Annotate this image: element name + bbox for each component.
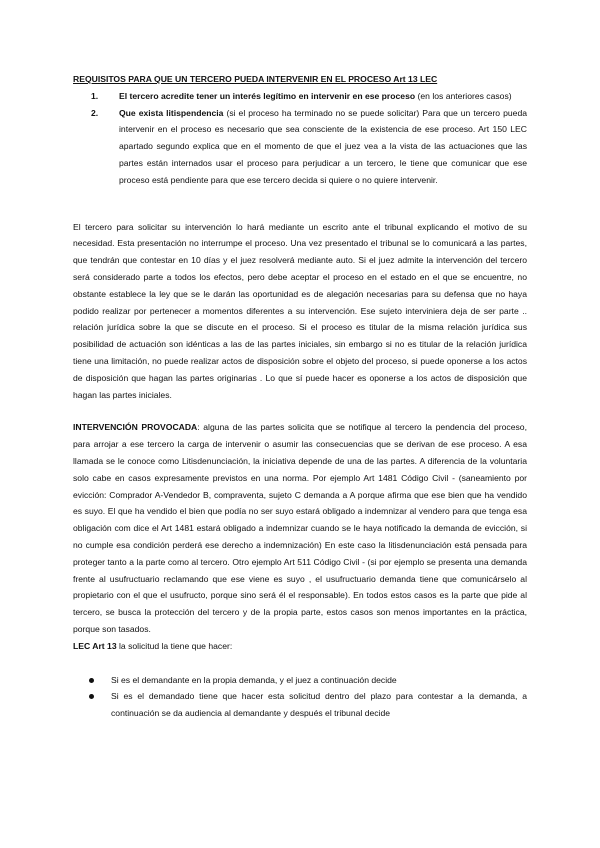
bullet-icon xyxy=(89,694,94,699)
requirement-heading: El tercero acredite tener un interés legítimo en intervenir en ese proceso xyxy=(119,90,416,101)
provoked-intervention-paragraph xyxy=(73,419,527,637)
document-content xyxy=(73,71,527,722)
requirement-heading: Que exista litispendencia xyxy=(119,107,224,118)
spacer xyxy=(73,655,527,672)
bullet-icon xyxy=(89,678,94,683)
intervention-paragraph: El tercero para solicitar su intervención lo hará mediante un escrito ante el tribunal explicando el motivo de su necesidad. Esta presentación no interrumpe el proceso. Una vez presentado el tribunal se lo comunicará a las partes, que tendrán que contestar en 10 días y el juez resolverá mediante auto. Si el juez admite la intervención del tercero será considerado parte a todos los efectos, pero debe aceptar el proceso en el estado en el que se encuentre, no obstante establece la ley que se le darán las oportunidad es de alegación necesarias para su defensa que no haya podido realizar por pertenecer a momentos diferentes a su intervención. Ese sujeto interviniera deja de ser parte .. relación jurídica sobre la que se discute en el proceso. Si el proceso es titular de la misma relación jurídica sus posibilidad de actuación son idénticas a las de las partes iniciales, sin embargo si no es titular de la relación jurídica tiene una limitación, no puede realizar actos de disposición sobre el objeto del proceso, si puede oponerse a los actos de disposición que hagan las partes originarias . Lo que sí puede hacer es oponerse a los actos de disposición que hagan las partes iniciales. xyxy=(73,221,527,400)
requirement-text: (en los anteriores casos) xyxy=(415,90,512,101)
lec-reference: LEC Art 13 xyxy=(73,640,117,651)
requirement-item xyxy=(73,105,527,189)
list-item-text: Si es el demandado tiene que hacer esta solicitud dentro del plazo para contestar a la demanda, a continuación se da audiencia al demandante y después el tribunal decide xyxy=(111,691,527,719)
list-item xyxy=(73,672,527,689)
requirement-item xyxy=(73,88,527,105)
spacer xyxy=(73,403,527,419)
section-title: REQUISITOS PARA QUE UN TERCERO PUEDA INTERVENIR EN EL PROCESO Art 13 LEC xyxy=(73,74,438,84)
spacer xyxy=(73,189,527,219)
list-item-text: Si es el demandante en la propia demanda, y el juez a continuación decide xyxy=(111,674,397,685)
lec-line-text: la solicitud la tiene que hacer: xyxy=(116,640,233,651)
requirements-list xyxy=(73,88,527,189)
requirement-text: (si el proceso ha terminado no se puede solicitar) Para que un tercero pueda intervenir en el proceso es necesario que sea consciente de la existencia de ese proceso. Art 150 LEC apartado segundo explica que en el momento de que el juez vea a la vista de las actuaciones que las partes están internados usar el proceso para perjudicar a un tercero, le tiene que comunicar que ese proceso está pendiente para que ese tercero decida si quiere o no quiere intervenir. xyxy=(119,107,528,185)
provoked-intervention-heading: INTERVENCIÓN PROVOCADA xyxy=(73,422,198,433)
provoked-intervention-text: : alguna de las partes solicita que se notifique al tercero la pendencia del proceso, para arrojar a ese tercero la carga de intervenir o asumir las consecuencias que se derivan de ese proceso. A esa llamada se le conoce como Litisdenunciación, la iniciativa depende de una de las partes. A diferencia de la voluntaria solo cabe en casos expresamente previstos en una norma. Por ejemplo Art 1481 Código Civil - (saneamiento por evicción: Comprador A-Vendedor B, compraventa, sujeto C demanda a A porque afirma que ese bien que ha vendido es suyo. El que ha vendido el bien que podía no ser suyo estará obligado a indemnizar al vendero para que tenga esa obligación com dice el Art 1481 estará obligado a indemnizar cuando se le haya notificado la demanda de evicción, si no cumple esa condición perderá ese derecho a indemnización) En este caso la litisdenunciación está pensada para proteger tanto a la parte como al tercero. Otro ejemplo Art 511 Código Civil - (si por ejemplo se presenta una demanda frente al usufructuario reclamando que ese viene es suyo , el usufructuario demanda tiene que comunicárselo al propietario con el que el usufructo, porque sino será él el responsable). En todos estos casos es la parte que pide al tercero, se busca la protección del tercero y de la propia parte, estos casos son menos importantes en la práctica, porque son tasados. xyxy=(73,422,527,634)
lec-line xyxy=(73,638,527,655)
requirement-number: 2. xyxy=(91,107,99,118)
bullet-list xyxy=(73,672,527,722)
requirement-number: 1. xyxy=(91,90,99,101)
list-item xyxy=(73,688,527,722)
